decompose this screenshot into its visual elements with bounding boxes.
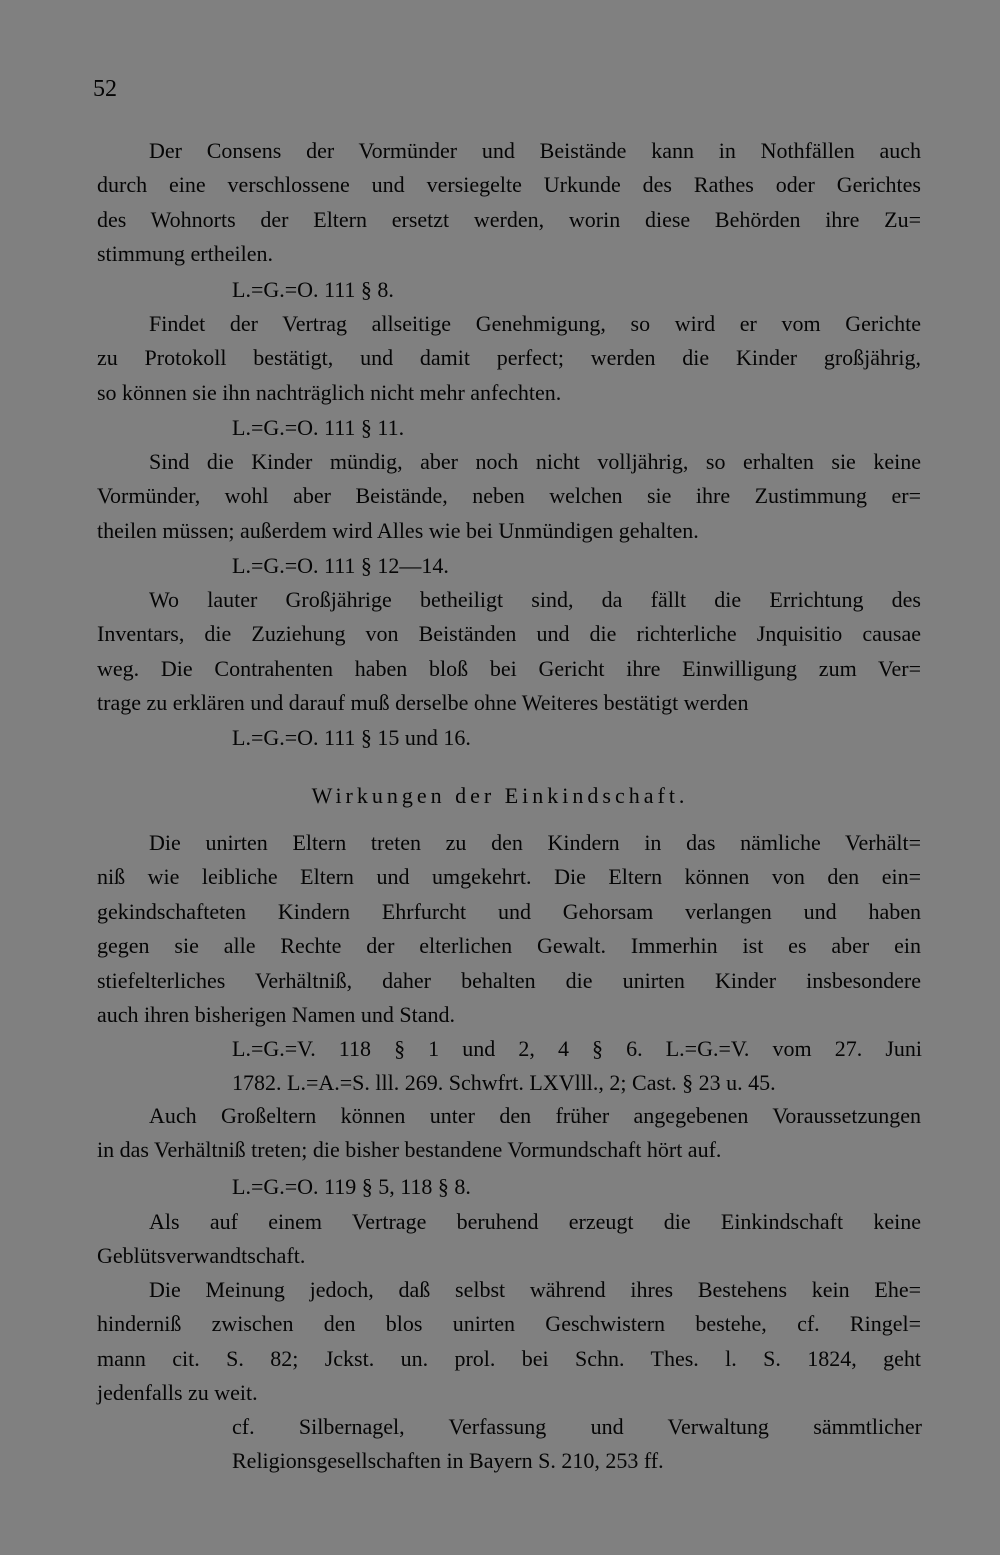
para-line: durch eine verschlossene und versiegelte Urkunde des Rathes oder Gerichtes [97, 172, 921, 198]
paragraph [97, 1205, 921, 1274]
para-line: Auch Großeltern können unter den früher angegebenen Voraussetzungen [149, 1103, 921, 1128]
citation [232, 1170, 922, 1204]
citation [232, 411, 922, 445]
paragraph [97, 1099, 921, 1168]
para-line: niß wie leibliche Eltern und umgekehrt. Die Eltern können von den ein= [97, 864, 921, 890]
para-line: Geblütsverwandtschaft. [97, 1243, 306, 1269]
para-line: stiefelterliches Verhältniß, daher behalten die unirten Kinder insbesondere [97, 967, 921, 993]
para-line: theilen müssen; außerdem wird Alles wie bei Unmündigen gehalten. [97, 517, 699, 543]
cite-line: Religionsgesellschaften in Bayern S. 210, 253 ff. [232, 1448, 664, 1474]
para-line: Die Meinung jedoch, daß selbst während ihres Bestehens kein Ehe= [149, 1277, 921, 1302]
citation [232, 1032, 922, 1101]
para-line: stimmung ertheilen. [97, 241, 273, 267]
paragraph [97, 1273, 921, 1411]
paragraph [97, 445, 921, 548]
para-line: Sind die Kinder mündig, aber noch nicht volljährig, so erhalten sie keine [149, 449, 921, 474]
para-line: zu Protokoll bestätigt, und damit perfect; werden die Kinder großjährig, [97, 345, 921, 371]
para-line: trage zu erklären und darauf muß derselbe ohne Weiteres bestätigt werden [97, 690, 749, 716]
cite-line: L.=G.=O. 111 § 11. [232, 415, 405, 440]
para-line: Vormünder, wohl aber Beistände, neben welchen sie ihre Zustimmung er= [97, 483, 921, 509]
para-line: mann cit. S. 82; Jckst. un. prol. bei Schn. Thes. l. S. 1824, geht [97, 1345, 921, 1371]
para-line: des Wohnorts der Eltern ersetzt werden, worin diese Behörden ihre Zu= [97, 206, 921, 232]
para-line: Die unirten Eltern treten zu den Kindern in das nämliche Verhält= [149, 830, 921, 855]
para-line: gekindschafteten Kindern Ehrfurcht und Gehorsam verlangen und haben [97, 898, 921, 924]
para-line: Der Consens der Vormünder und Beistände kann in Nothfällen auch [149, 138, 921, 163]
citation [232, 273, 922, 307]
cite-line: L.=G.=O. 111 § 15 und 16. [232, 725, 471, 750]
cite-line: 1782. L.=A.=S. lll. 269. Schwfrt. LXVlll., 2; Cast. § 23 u. 45. [232, 1070, 776, 1096]
paragraph [97, 583, 921, 721]
para-line: in das Verhältniß treten; die bisher bestandene Vormundschaft hört auf. [97, 1137, 722, 1163]
cite-line: L.=G.=O. 119 § 5, 118 § 8. [232, 1174, 471, 1199]
cite-line: L.=G.=V. 118 § 1 und 2, 4 § 6. L.=G.=V. vom 27. Juni [232, 1036, 922, 1061]
para-line: auch ihren bisherigen Namen und Stand. [97, 1001, 456, 1027]
cite-line: L.=G.=O. 111 § 8. [232, 277, 394, 302]
para-line: so können sie ihn nachträglich nicht mehr anfechten. [97, 379, 562, 405]
para-line: hinderniß zwischen den blos unirten Geschwistern bestehe, cf. Ringel= [97, 1311, 921, 1337]
para-line: jedenfalls zu weit. [97, 1380, 258, 1406]
paragraph [97, 134, 921, 272]
heading-line: Wirkungen der Einkindschaft. [311, 783, 689, 808]
para-line: Wo lauter Großjährige betheiligt sind, da fällt die Errichtung des [149, 587, 921, 612]
citation [232, 721, 922, 755]
para-line: Findet der Vertrag allseitige Genehmigung, so wird er vom Gerichte [149, 311, 921, 336]
para-line: Inventars, die Zuziehung von Beiständen und die richterliche Jnquisitio causae [97, 621, 921, 647]
para-line: gegen sie alle Rechte der elterlichen Gewalt. Immerhin ist es aber ein [97, 933, 921, 959]
section-heading [0, 779, 1000, 813]
page-number: 52 [93, 76, 117, 102]
paragraph [97, 307, 921, 410]
citation [232, 1410, 922, 1479]
para-line: weg. Die Contrahenten haben bloß bei Gericht ihre Einwilligung zum Ver= [97, 655, 921, 681]
cite-line: cf. Silbernagel, Verfassung und Verwaltung sämmtlicher [232, 1414, 922, 1439]
cite-line: L.=G.=O. 111 § 12—14. [232, 553, 449, 578]
para-line: Als auf einem Vertrage beruhend erzeugt die Einkindschaft keine [149, 1209, 921, 1234]
citation [232, 549, 922, 583]
paragraph [97, 826, 921, 1032]
